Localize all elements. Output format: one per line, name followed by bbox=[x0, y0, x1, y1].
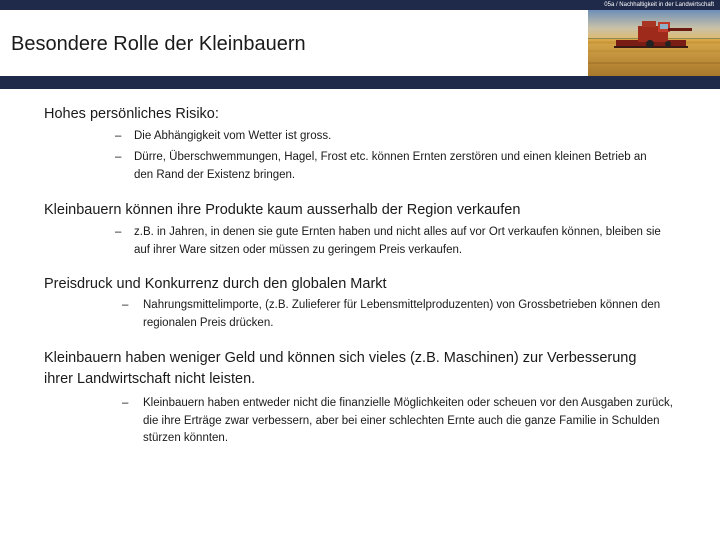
bullet-text: Dürre, Überschwemmungen, Hagel, Frost etc. können Ernten zerstören und einen kleinen Betrieb an den Rand der Existenz bringen. bbox=[134, 151, 647, 181]
top-bar bbox=[0, 0, 720, 10]
bullet-text: Nahrungsmittelimporte, (z.B. Zulieferer für Lebensmittelproduzenten) von Grossbetrieben können den regionalen Preis drücken. bbox=[143, 299, 661, 329]
section-heading: Kleinbauern können ihre Produkte kaum ausserhalb der Region verkaufen bbox=[44, 202, 521, 218]
bullet-dash: – bbox=[115, 130, 122, 142]
bullet-dash: – bbox=[115, 151, 122, 163]
bullet-text: z.B. in Jahren, in denen sie gute Ernten haben und nicht alles auf vor Ort verkaufen können, bleiben sie auf ihrer Ware sitzen oder müssen zu geringem Preis verkaufen. bbox=[134, 226, 661, 256]
section-heading: Preisdruck und Konkurrenz durch den globalen Markt bbox=[44, 276, 387, 292]
bullet-text: Die Abhängigkeit vom Wetter ist gross. bbox=[134, 130, 332, 142]
bullet-dash: – bbox=[122, 299, 129, 311]
bullet-dash: – bbox=[115, 226, 122, 238]
bullet-text: Kleinbauern haben entweder nicht die finanzielle Möglichkeiten oder scheuen vor den Ausgaben zurück, die ihre Erträge zwar verbessern, aber bei einer schlechten Ernte auch die ganze Familie in Schulden stürzen könnten. bbox=[143, 397, 673, 444]
bullet-dash: – bbox=[122, 397, 129, 409]
section-heading: Hohes persönliches Risiko: bbox=[44, 106, 219, 122]
combine-harvester-photo bbox=[588, 10, 720, 76]
header-rule bbox=[0, 76, 720, 89]
section-heading: Kleinbauern haben weniger Geld und können sich vieles (z.B. Maschinen) zur Verbesserung ihrer Landwirtschaft nicht leisten. bbox=[44, 350, 637, 387]
breadcrumb: 05a / Nachhaltigkeit in der Landwirtschaft bbox=[604, 2, 714, 8]
page-title: Besondere Rolle der Kleinbauern bbox=[11, 33, 306, 55]
